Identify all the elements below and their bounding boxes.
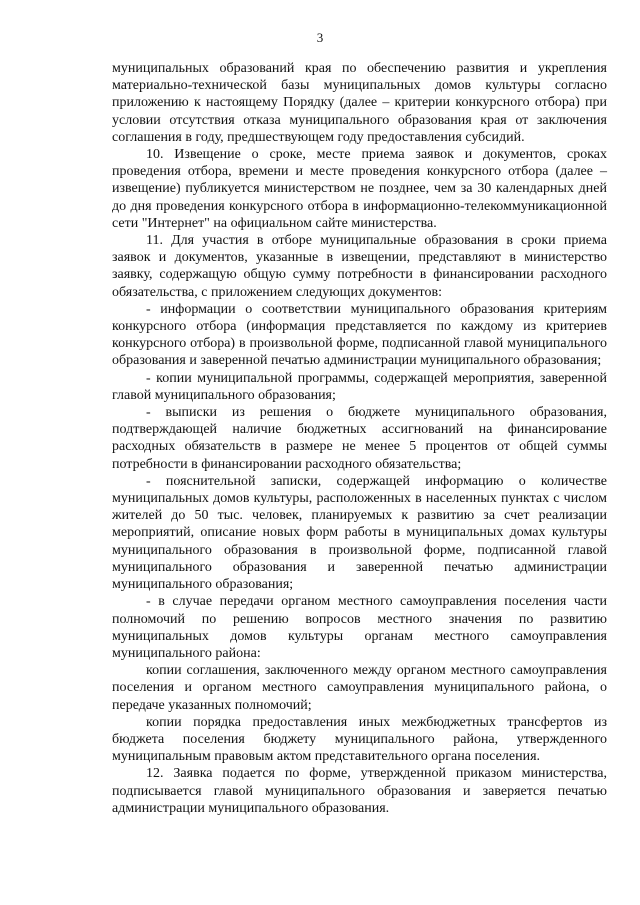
list-item-program-copy: - копии муниципальной программы, содержащей мероприятия, заверенной главой муниципального образования; — [112, 370, 607, 403]
paragraph-item-10: 10. Извещение о сроке, месте приема заявок и документов, сроках проведения отбора, времени и месте проведения конкурсного отбора (далее – извещение) публикуется министерством не позднее, чем за 30 календарных дней до дня проведения конкурсного отбора в информационно-телекоммуникационной сети "Интернет" на официальном сайте министерства. — [112, 147, 607, 231]
sub-item-agreement-copy: копии соглашения, заключенного между органом местного самоуправления поселения и органом местного самоуправления муниципального района, о передаче указанных полномочий; — [112, 663, 607, 713]
list-item-criteria-info: - информации о соответствии муниципального образования критериям конкурсного отбора (информация представляется по каждому из критериев конкурсного отбора) в произвольной форме, подписанной главой муниципального образования и заверенной печатью администрации муниципального образования; — [112, 301, 607, 369]
list-item-powers-transfer: - в случае передачи органом местного самоуправления поселения части полномочий по решению вопросов местного значения по развитию муниципальных домов культуры органам местного самоуправления муниципального района: — [112, 594, 607, 661]
sub-item-transfer-procedure: копии порядка предоставления иных межбюджетных трансфертов из бюджета поселения бюджету муниципального района, утвержденного муниципальным правовым актом представительного органа поселения. — [112, 714, 607, 765]
document-body — [112, 60, 607, 817]
paragraph-continuation: муниципальных образований края по обеспечению развития и укрепления материально-технической базы муниципальных домов культуры согласно приложению к настоящему Порядку (далее – критерии конкурсного отбора) при условии отсутствия отказа муниципального образования края от заключения соглашения в году, предшествующем году предоставления субсидий. — [112, 61, 607, 145]
list-item-explanatory-note: - пояснительной записки, содержащей информацию о количестве муниципальных домов культуры, расположенных в населенных пунктах с числом жителей до 50 тыс. человек, планируемых к развитию за счет реализации мероприятий, описание новых форм работы в муниципальных домах культуры муниципального образования в произвольной форме, подписанной главой муниципального образования и заверенной печатью администрации муниципального образования; — [112, 473, 607, 593]
paragraph-item-12: 12. Заявка подается по форме, утвержденной приказом министерства, подписывается главой муниципального образования и заверяется печатью администрации муниципального образования. — [112, 766, 607, 816]
paragraph-item-11: 11. Для участия в отборе муниципальные образования в сроки приема заявок и документов, указанные в извещении, представляют в министерство заявку, содержащую общую сумму потребности в финансировании расходного обязательства, с приложением следующих документов: — [112, 233, 607, 300]
list-item-budget-extract: - выписки из решения о бюджете муниципального образования, подтверждающей наличие бюджетных ассигнований на финансирование расходных обязательств в размере не менее 5 процентов от общей суммы потребности в финансировании расходного обязательства; — [112, 405, 607, 472]
page-number: 3 — [316, 30, 324, 45]
